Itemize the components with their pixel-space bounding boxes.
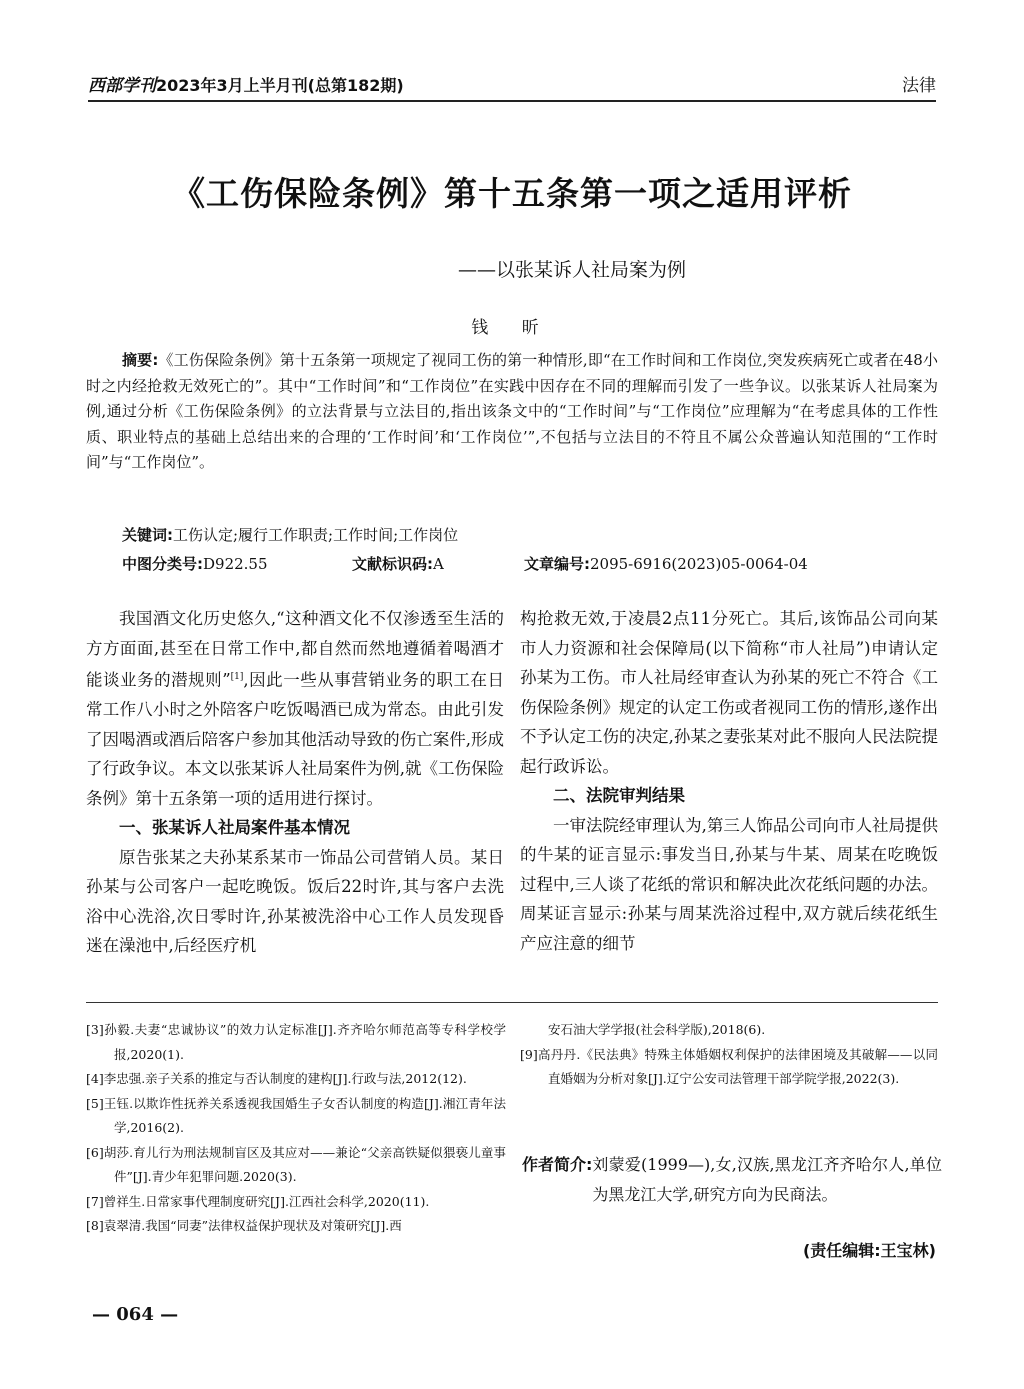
- references-left: [86, 1018, 506, 1239]
- footnote-divider: [86, 1002, 938, 1003]
- abstract: [86, 348, 938, 476]
- reference-item: [9]高丹丹.《民法典》特殊主体婚姻权利保护的法律困境及其破解——以同直婚姻为分析对象[J].辽宁公安司法管理干部学院学报,2022(3).: [520, 1046, 938, 1086]
- reference-item: [4]李忠强.亲子关系的推定与否认制度的建构[J].行政与法,2012(12).: [86, 1071, 467, 1086]
- keywords-text: 工伤认定;履行工作职责;工作时间;工作岗位: [173, 526, 459, 544]
- abstract-text: 《工伤保险条例》第十五条第一项规定了视同工伤的第一种情形,即“在工作时间和工作岗位,突发疾病死亡或者在48小时之内经抢救无效死亡的”。其中“工作时间”和“工作岗位”在实践中因存在不同的理解而引发了一些争议。以张某诉人社局案为例,通过分析《工伤保险条例》的立法背景与立法目的,指出该条文中的“工作时间”与“工作岗位”应理解为“在考虑具体的工作性质、职业特点的基础上总结出来的合理的‘工作时间’和‘工作岗位’”,不包括与立法目的不符且不属公众普遍认知范围的“工作时间”与“工作岗位”。: [86, 351, 939, 471]
- reference-item: [5]王钰.以欺诈性抚养关系透视我国婚生子女否认制度的构造[J].湘江青年法学,2016(2).: [86, 1095, 506, 1135]
- journal-logo: 西部学刊: [88, 76, 156, 96]
- body-column-right: [520, 604, 938, 958]
- article-no-value: 2095-6916(2023)05-0064-04: [590, 555, 808, 573]
- bio-label: 作者简介:: [522, 1155, 593, 1174]
- abstract-label: 摘要:: [122, 351, 159, 369]
- bio-text: 刘蒙爱(1999—),女,汉族,黑龙江齐齐哈尔人,单位为黑龙江大学,研究方向为民商法。: [592, 1155, 942, 1204]
- journal-issue: [88, 71, 404, 96]
- reference-item: [3]孙毅.夫妻“忠诚协议”的效力认定标准[J].齐齐哈尔师范高等专科学校学报,2020(1).: [86, 1022, 506, 1062]
- section-heading-2: 二、法院审判结果: [553, 786, 685, 805]
- references-right: [520, 1018, 938, 1092]
- paragraph-continued: 构抢救无效,于凌晨2点11分死亡。其后,该饰品公司向某市人力资源和社会保障局(以下简称“市人社局”)申请认定孙某为工伤。市人社局经审查认为孙某的死亡不符合《工伤保险条例》规定的认定工伤或者视同工伤的情形,遂作出不予认定工伤的决定,孙某之妻张某对此不服向人民法院提起行政诉讼。: [520, 609, 938, 776]
- author-bio: [522, 1150, 942, 1210]
- page-number: — 064 —: [92, 1304, 179, 1325]
- classification-row: [122, 553, 942, 574]
- clc-label: 中图分类号:: [122, 555, 203, 573]
- reference-item: [6]胡莎.育儿行为刑法规制盲区及其应对——兼论“父亲高铁疑似猥亵儿童事件”[J].青少年犯罪问题.2020(3).: [86, 1144, 506, 1184]
- keywords-label: 关键词:: [122, 526, 173, 544]
- paragraph: 我国酒文化历史悠久,“这种酒文化不仅渗透至生活的方方面面,甚至在日常工作中,都自然而然地遵循着喝酒才能谈业务的潜规则”[1],因此一些从事营销业务的职工在日常工作八小时之外陪客户吃饭喝酒已成为常态。由此引发了因喝酒或酒后陪客户参加其他活动导致的伤亡案件,形成了行政争议。本文以张某诉人社局案件为例,就《工伤保险条例》第十五条第一项的适用进行探讨。: [86, 609, 505, 808]
- reference-item: [8]袁翠清.我国“同妻”法律权益保护现状及对策研究[J].西: [86, 1218, 402, 1233]
- paragraph: 原告张某之夫孙某系某市一饰品公司营销人员。某日孙某与公司客户一起吃晚饭。饭后22时许,其与客户去洗浴中心洗浴,次日零时许,孙某被洗浴中心工作人员发现昏迷在澡池中,后经医疗机: [86, 847, 504, 955]
- clc-value: D922.55: [203, 555, 268, 573]
- section-heading-1: 一、张某诉人社局案件基本情况: [119, 818, 350, 837]
- keywords: [122, 524, 458, 545]
- paragraph: 一审法院经审理认为,第三人饰品公司向市人社局提供的牛某的证言显示:事发当日,孙某与牛某、周某在吃晚饭过程中,三人谈了花纸的常识和解决此次花纸问题的办法。周某证言显示:孙某与周某洗浴过程中,双方就后续花纸生产应注意的细节: [520, 815, 938, 953]
- article-no-label: 文章编号:: [524, 555, 590, 573]
- article-title: 《工伤保险条例》第十五条第一项之适用评析: [172, 174, 852, 213]
- reference-continued: 安石油大学学报(社会科学版),2018(6).: [548, 1022, 766, 1037]
- citation: [1]: [230, 672, 244, 682]
- doc-code-label: 文献标识码:: [352, 555, 433, 573]
- doc-code-value: A: [433, 555, 444, 573]
- section-label: 法律: [902, 76, 936, 96]
- issue-label: 2023年3月上半月刊(总第182期): [156, 76, 404, 95]
- body-column-left: [86, 604, 504, 961]
- reference-item: [7]曾祥生.日常家事代理制度研究[J].江西社会科学,2020(11).: [86, 1193, 430, 1209]
- author-name: 钱 昕: [471, 318, 553, 338]
- article-subtitle: ——以张某诉人社局案为例: [457, 259, 686, 281]
- running-header: [88, 66, 936, 102]
- responsible-editor: (责任编辑:王宝林): [802, 1241, 936, 1260]
